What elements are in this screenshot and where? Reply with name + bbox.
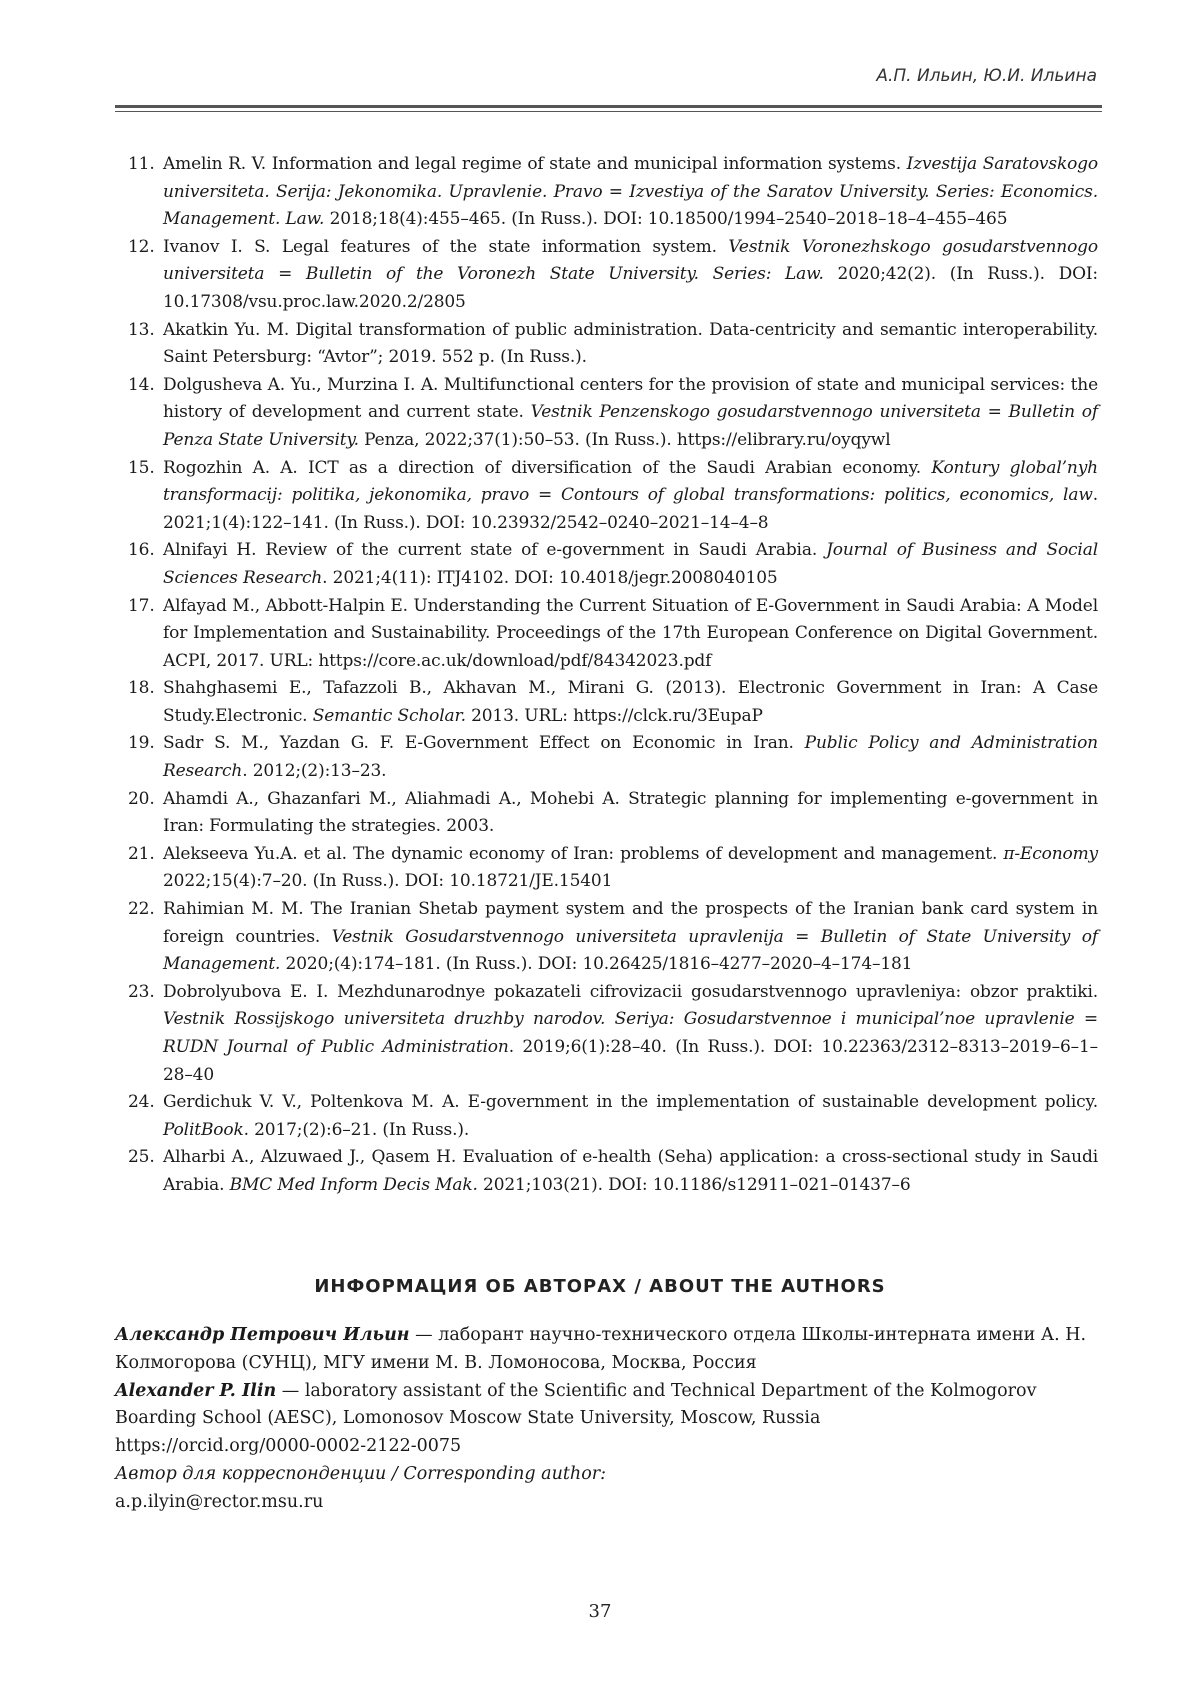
reference-text-segment: Sadr S. M., Yazdan G. F. E-Government Effect on Economic in Iran. [163,733,805,754]
reference-number: 11. [128,154,155,174]
reference-number: 23. [128,981,155,1002]
author-email[interactable]: a.p.ilyin@rector.msu.ru [115,1491,324,1512]
authors-section-heading: ИНФОРМАЦИЯ ОБ АВТОРАХ / ABOUT THE AUTHORS [314,1276,886,1297]
reference-source-title: Vestnik Rossijskogo universiteta druzhby narodov. Seriya: Gosudarstvennoe i municipal’noe upravlenie = RUDN Journal of Public Administration [163,1009,1098,1057]
reference-text-segment: Akatkin Yu. M. Digital transformation of public administration. Data-centricity and semantic interoperability. Saint Petersburg: “Avtor”; 2019. 552 p. (In Russ.). [163,319,1098,368]
reference-text-segment: 2013. URL: https://clck.ru/3EupaP [465,705,763,726]
reference-text [163,979,1098,1089]
reference-text [163,786,1098,841]
reference-number: 14. [128,374,155,395]
reference-source-title: Vestnik Voronezhskogo gosudarstvennogo universiteta = Bulletin of the Voronezh State University. Series: Law. [163,236,1098,285]
reference-text [163,234,1098,317]
reference-list [0,151,1200,1200]
reference-number: 22. [128,899,155,920]
reference-item [0,896,1098,979]
author-description-en: — laboratory assistant of the Scientific and Technical Department of the Kolmogorov Boarding School (AESC), Lomonosov Moscow State University, Moscow, Russia [115,1380,1037,1429]
reference-item [0,786,1098,841]
reference-number: 17. [128,595,155,616]
reference-text-segment: . 2021;4(11): ITJ4102. DOI: 10.4018/jegr.2008040105 [322,567,778,588]
reference-number: 25. [128,1147,155,1168]
reference-text-segment: Rogozhin A. A. ICT as a direction of diversification of the Saudi Arabian economy. [163,457,932,478]
reference-source-title: π-Economy [1003,843,1098,864]
reference-text-segment: . 2021;1(4):122–141. (In Russ.). DOI: 10.23932/2542–0240–2021–14–4–8 [163,485,1098,533]
reference-source-title: BMC Med Inform Decis Mak. [229,1174,478,1195]
reference-text-segment: Rahimian M. M. The Iranian Shetab payment system and the prospects of the Iranian bank card system in foreign countries. [163,899,1098,947]
reference-text [163,317,1098,372]
reference-text [163,1089,1098,1144]
running-head: А.П. Ильин, Ю.И. Ильина [876,66,1097,86]
reference-text-segment: Alekseeva Yu.A. et al. The dynamic economy of Iran: problems of development and management. [163,843,1004,864]
reference-source-title: Kontury global’nyh transformacij: politika, jekonomika, pravo = Contours of global transformations: politics, economics, law [163,457,1098,506]
reference-item [0,841,1098,896]
reference-text [163,730,1098,785]
reference-number: 18. [128,678,155,699]
reference-text [163,151,1098,234]
reference-number: 20. [128,788,155,809]
reference-source-title: Public Policy and Administration Research [163,733,1098,782]
reference-source-title: Journal of Business and Social Sciences Research [163,540,1098,588]
reference-item [0,151,1098,234]
reference-item [0,372,1098,455]
reference-source-title: Vestnik Penzenskogo gosudarstvennogo universiteta = Bulletin of Penza State University. [163,402,1099,450]
reference-text-segment: Alfayad M., Abbott-Halpin E. Understanding the Current Situation of E-Government in Saudi Arabia: A Model for Implementation and Sustainability. Proceedings of the 17th European Conference on Digital Government. ACPI, 2017. URL: https://core.ac.uk/download/pdf/84342023.pdf [163,595,1098,671]
reference-text-segment: Alnifayi H. Review of the current state of e-government in Saudi Arabia. [163,540,827,561]
reference-text-segment: . 2017;(2):6–21. (In Russ.). [243,1119,470,1140]
reference-text-segment: Alharbi A., Alzuwaed J., Qasem H. Evaluation of e-health (Seha) application: a cross-sectional study in Saudi Arabia. [163,1147,1098,1195]
reference-text [163,675,1098,730]
page-number: 37 [588,1601,612,1622]
reference-item [0,455,1098,538]
reference-source-title: Izvestija Saratovskogo universiteta. Serija: Jekonomika. Upravlenie. Pravo = Izvestiya of the Saratov University. Series: Economics. Management. Law. [163,154,1098,230]
reference-number: 12. [128,236,155,257]
author-ru-entry [115,1322,1100,1378]
author-description-ru: — лаборант научно-технического отдела Школы-интерната имени А. Н. Колмогорова (СУНЦ), МГУ имени М. В. Ломоносова, Москва, Россия [115,1325,1087,1373]
reference-source-title: PolitBook [163,1119,244,1140]
header-rule-thin [115,111,1102,112]
reference-number: 15. [128,457,155,478]
reference-text-segment: Ahamdi A., Ghazanfari M., Aliahmadi A., Mohebi A. Strategic planning for implementing e-government in Iran: Formulating the strategies. 2003. [163,788,1098,837]
reference-text-segment: 2021;103(21). DOI: 10.1186/s12911–021–01437–6 [477,1174,911,1195]
reference-number: 13. [128,319,155,340]
reference-item [0,1144,1098,1199]
reference-text [163,593,1098,676]
reference-text-segment: . 2019;6(1):28–40. (In Russ.). DOI: 10.22363/2312–8313–2019–6–1–28–40 [163,1037,1098,1085]
reference-text-segment: . 2012;(2):13–23. [242,761,387,782]
reference-text-segment: 2020;(4):174–181. (In Russ.). DOI: 10.26425/1816–4277–2020–4–174–181 [280,954,913,975]
reference-item [0,730,1098,785]
reference-text [163,896,1098,979]
reference-text-segment: 2018;18(4):455–465. (In Russ.). DOI: 10.18500/1994–2540–2018–18–4–455–465 [324,209,1008,230]
corresponding-author-label: Автор для корреспонденции / Corresponding author: [115,1463,606,1484]
reference-text [163,537,1098,592]
reference-text-segment: Gerdichuk V. V., Poltenkova M. A. E-government in the implementation of sustainable development policy. [163,1092,1098,1113]
reference-item [0,979,1098,1089]
reference-item [0,234,1098,317]
reference-item [0,675,1098,730]
header-rule [115,105,1102,108]
reference-number: 16. [128,540,155,561]
author-info [115,1322,1100,1517]
orcid-link[interactable]: https://orcid.org/0000-0002-2122-0075 [115,1436,462,1457]
reference-text-segment: Amelin R. V. Information and legal regime of state and municipal information systems. [163,154,907,174]
reference-item [0,317,1098,372]
reference-source-title: Semantic Scholar. [312,705,466,726]
reference-text-segment: Penza, 2022;37(1):50–53. (In Russ.). https://elibrary.ru/oyqywl [358,429,891,450]
author-en-entry [115,1378,1100,1434]
reference-text [163,372,1098,455]
reference-number: 24. [128,1092,155,1113]
reference-text [163,841,1098,896]
reference-text [163,1144,1098,1199]
reference-text-segment: 2020;42(2). (In Russ.). DOI: 10.17308/vsu.proc.law.2020.2/2805 [163,264,1098,312]
reference-number: 19. [128,733,155,754]
reference-text-segment: Ivanov I. S. Legal features of the state information system. [163,236,729,257]
reference-number: 21. [128,843,155,864]
reference-text-segment: Shahghasemi E., Tafazzoli B., Akhavan M., Mirani G. (2013). Electronic Government in Iran: A Case Study.Electronic. [163,678,1098,726]
reference-text-segment: Dolgusheva A. Yu., Murzina I. A. Multifunctional centers for the provision of state and municipal services: the history of development and current state. [163,374,1098,423]
author-name-ru: Александр Петрович Ильин [115,1325,410,1345]
reference-source-title: Vestnik Gosudarstvennogo universiteta upravlenija = Bulletin of State University of Management. [163,926,1098,975]
reference-text-segment: 2022;15(4):7–20. (In Russ.). DOI: 10.18721/JE.15401 [163,871,613,892]
reference-text [163,455,1098,538]
reference-item [0,1089,1098,1144]
reference-item [0,593,1098,676]
reference-item [0,537,1098,592]
reference-text-segment: Dobrolyubova E. I. Mezhdunarodnye pokazateli cifrovizacii gosudarstvennogo upravleniya: obzor praktiki. [163,981,1098,1002]
author-name-en: Alexander P. Ilin [115,1380,277,1401]
